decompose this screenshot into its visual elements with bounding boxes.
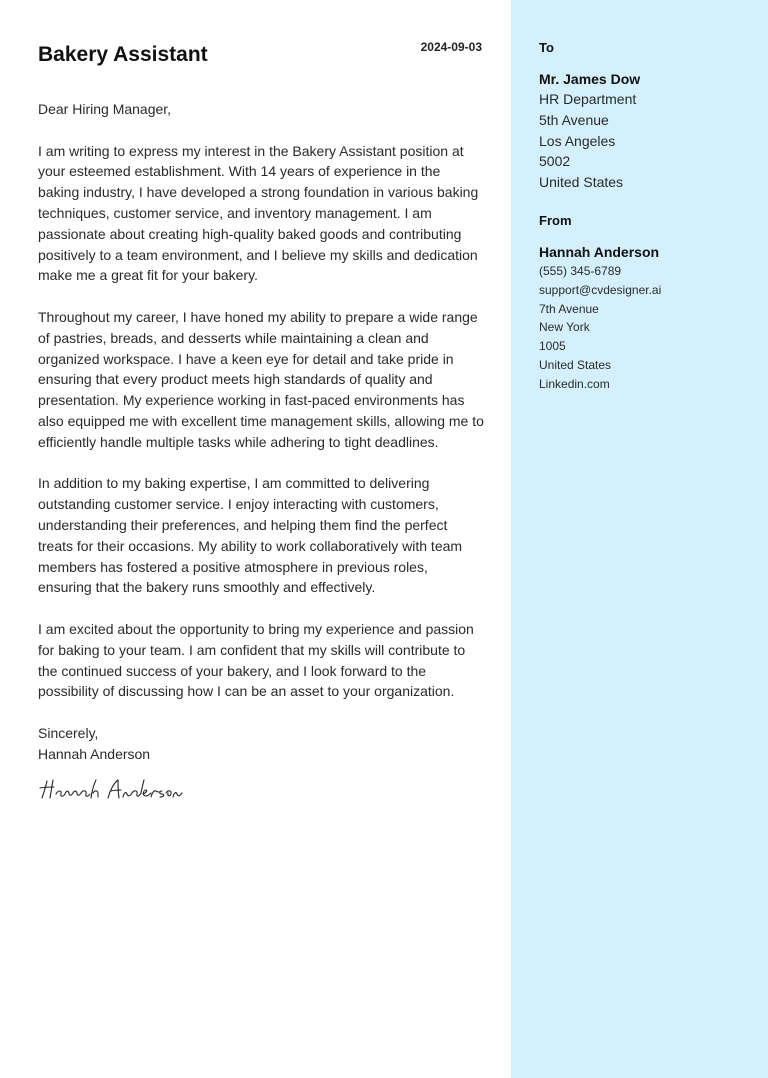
sender-block (539, 213, 749, 394)
recipient-country: United States (539, 174, 624, 191)
recipient-block (539, 40, 749, 193)
sender-name: Hannah Anderson (539, 244, 660, 260)
recipient-name: Mr. James Dow (539, 71, 641, 87)
recipient-zip: 5002 (539, 153, 571, 170)
letter-signer-name: Hannah Anderson (38, 745, 151, 762)
sender-email: support@cvdesigner.ai (539, 282, 662, 297)
letter-paragraph-3: In addition to my baking expertise, I am committed to delivering outstanding customer service. I enjoy interacting with customers, understanding their preferences, and helping them find the perfect treats for their occasions. My ability to work collaboratively with team members has fostered a positive atmosphere in previous roles, ensuring that the bakery runs smoothly and effectively. (38, 475, 463, 596)
sender-website: Linkedin.com (539, 376, 610, 391)
to-heading: To (539, 40, 554, 55)
letter-closing: Sincerely, (38, 724, 99, 741)
letter-body (38, 99, 484, 765)
sender-zip: 1005 (539, 339, 566, 354)
letter-paragraph-1: I am writing to express my interest in the Bakery Assistant position at your esteemed establishment. With 14 years of experience in the baking industry, I have developed a strong foundation in various baking techniques, customer service, and inventory management. I am passionate about creating high-quality baked goods and contributing positively to a team environment, and I believe my skills and dedication make me a great fit for your bakery. (38, 142, 479, 284)
letter-date: 2024-09-03 (420, 40, 482, 54)
page-title: Bakery Assistant (38, 43, 208, 66)
sender-city: New York (539, 320, 590, 335)
recipient-city: Los Angeles (539, 132, 616, 149)
recipient-department: HR Department (539, 91, 637, 107)
letter-greeting: Dear Hiring Manager, (38, 101, 172, 117)
letter-paragraph-2: Throughout my career, I have honed my ability to prepare a wide range of pastries, breads, and desserts while maintaining a clean and organized workspace. I have a keen eye for detail and take pride in ensuring that every product meets high standards of quality and presentation. My experience working in fast-paced environments has also equipped me with excellent time management skills, allowing me to efficiently handle multiple tasks while adhering to tight deadlines. (38, 308, 484, 450)
sender-phone: (555) 345-6789 (539, 264, 622, 278)
handwritten-signature (38, 776, 238, 806)
from-heading: From (539, 213, 572, 228)
recipient-street: 5th Avenue (539, 111, 609, 128)
letter-paragraph-4: I am excited about the opportunity to bring my experience and passion for baking to your team. I am confident that my skills will contribute to the continued success of your bakery, and I look forward to the possibility of discussing how I can be an asset to your organization. (38, 620, 474, 700)
sender-street: 7th Avenue (539, 301, 599, 316)
sender-country: United States (539, 357, 612, 372)
